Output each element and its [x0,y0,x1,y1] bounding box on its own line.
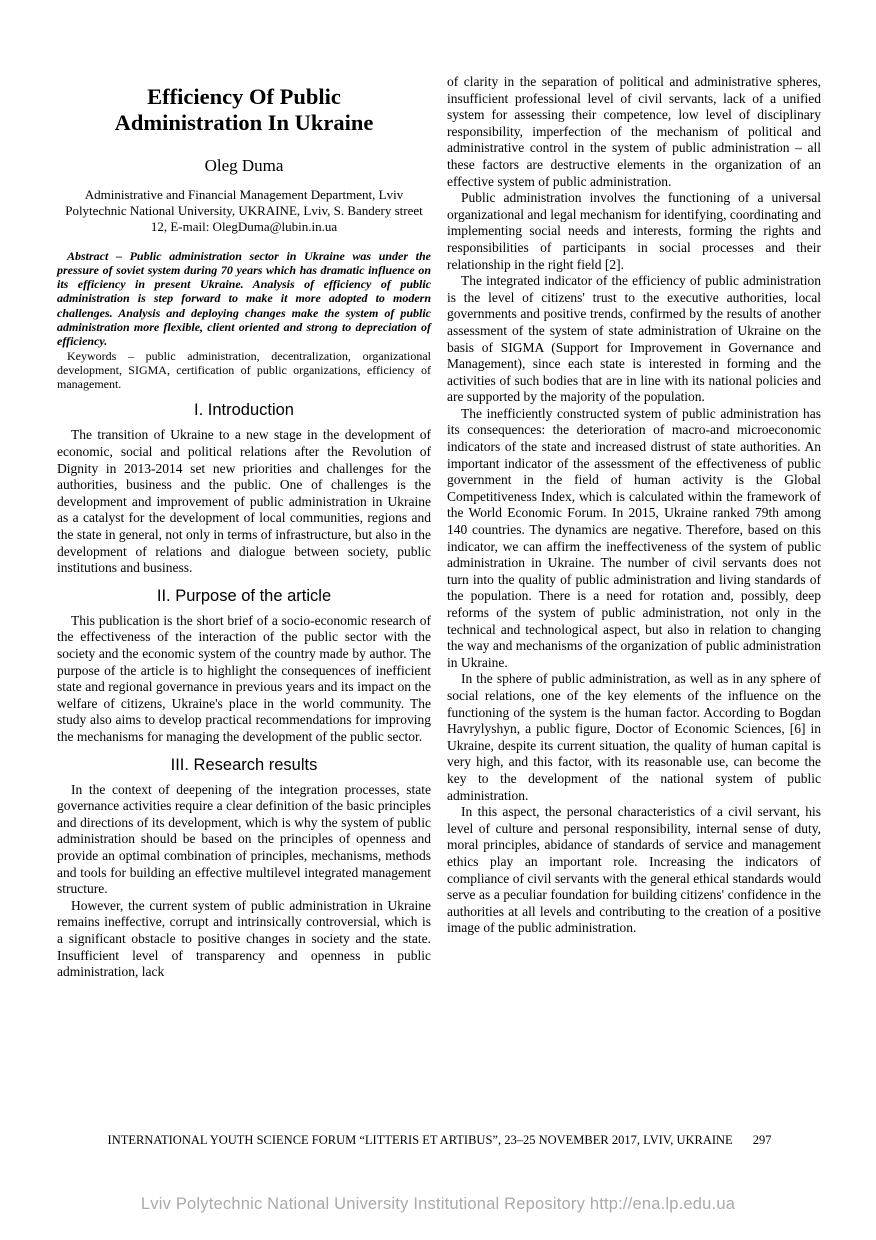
author-name: Oleg Duma [204,156,284,176]
keywords-paragraph: Keywords – public administration, decentralization, organizational development, SIGMA, certification of public organizations, efficiency of management. [57,348,431,392]
conference-title: INTERNATIONAL YOUTH SCIENCE FORUM “LITTERIS ET ARTIBUS”, 23–25 NOVEMBER 2017, LVIV, UKRAINE [107,1133,733,1147]
introduction-paragraph: The transition of Ukraine to a new stage in the development of economic, social and political relations after the Revolution of Dignity in 2013-2014 set new priorities and challenges for the authorities, business and the public. One of challenges is the development and improvement of public administration in Ukraine as a catalyst for the development of local communities, regions and the state in general, not only in terms of infrastructure, but also in the development of relations and dialogue between society, public institutions and business. [57,427,431,576]
repository-watermark: Lviv Polytechnic National University Institutional Repository http://ena.lp.edu.ua [140,1195,736,1213]
page-number: 297 [752,1133,772,1147]
body-paragraph: The inefficiently constructed system of public administration has its consequences: the deterioration of macro-and microeconomic indicators of the state and increased distrust of state authorities. An important indicator of the assessment of the effectiveness of public government in the field of human activity is the Global Competitiveness Index, which is calculated within the framework of the World Economic Forum. In 2015, Ukraine ranked 79th among 140 countries. The dynamics are negative. Therefore, based on this indicator, we can affirm the ineffectiveness of the system of public administration in Ukraine. The number of civil servants does not turn into the quality of public administration and living standards of the population. There is a need for rotation and, possibly, deep reforms of the system of public administration, not only in the technical and technological aspect, but also in relation to changing the way and mechanisms of the organization of public administration in Ukraine. [447,405,821,670]
continuation-paragraph: of clarity in the separation of political and administrative spheres, insufficient professional level of civil servants, lack of a unified system for assessing their competence, low level of disciplinary responsibility, imperfection of the mechanism of political and administrative control in the system of public administration – all these factors are destructive elements in the organization of an effective system of public administration. [447,74,821,189]
section-heading-introduction: I. Introduction [194,401,294,420]
research-paragraph-2: However, the current system of public administration in Ukraine remains ineffective, corrupt and intrinsically controversial, which is a significant obstacle to positive changes in society and the state. Insufficient level of transparency and openness in public administration, lack [57,897,431,980]
body-paragraph: Public administration involves the functioning of a universal organizational and legal mechanism for identifying, coordinating and implementing social needs and interests, forming the rights and responsibilities of participants in social processes and their relationship in the right field [2]. [447,190,821,272]
left-column [57,74,431,981]
paper-title: Efficiency Of Public Administration In Ukraine [114,84,374,136]
body-paragraph: The integrated indicator of the efficiency of public administration is the level of citizens' trust to the executive authorities, local governments and positive trends, confirmed by the results of another assessment of the system of state administration of Ukraine on the basis of SIGMA (Support for Improvement in Governance and Management), since each state is interested in forming and the activities of such bodies that are in line with its national policies and are supported by the majority of the population. [447,273,821,405]
purpose-paragraph: This publication is the short brief of a socio-economic research of the effectiveness of the interaction of the public sector with the society and the economic system of the country made by author. The purpose of the article is to highlight the consequences of inefficient state and regional governance in previous years and its impact on the welfare of citizens, Ukraine's place in the world community. The study also aims to develop practical recommendations for improving the mechanisms for managing the development of the public sector. [57,612,431,744]
abstract-paragraph: Abstract – Public administration sector in Ukraine was under the pressure of soviet system during 70 years which has dramatic influence on its efficiency in present Ukraine. Analysis of efficiency of public administration is step forward to make it more adopted to modern challenges. Analysis and deploying changes make the system of public administration more flexible, client oriented and strong to depreciation of efficiency. [57,248,431,349]
paper-body [57,74,822,981]
body-paragraph: In this aspect, the personal characteristics of a civil servant, his level of culture and personal responsibility, internal sense of duty, moral principles, abidance of standards of service and management ethics play an important role. Increasing the indicators of compliance of civil servants with the general ethical standards would serve as a peculiar foundation for building citizens' confidence in the authorities at all levels and contributing to the creation of a positive image of the public administration. [447,804,821,936]
research-paragraph-1: In the context of deepening of the integration processes, state governance activities require a clear definition of the basic principles and directions of its development, which is why the system of public administration should be based on the principles of openness and provide an optimal combination of principles, mechanisms, methods and tools for building an effective multilevel integrated management structure. [57,781,431,897]
right-column [447,74,821,981]
section-heading-purpose: II. Purpose of the article [156,586,332,605]
section-heading-research-results: III. Research results [170,755,318,774]
author-affiliation: Administrative and Financial Management Department, Lviv Polytechnic National University, UKRAINE, Lviv, S. Bandery street 12, E-mail: OlegDuma@lubin.in.ua [65,187,423,235]
page-footer [57,1133,822,1148]
body-paragraph: In the sphere of public administration, as well as in any sphere of social relations, one of the key elements of the influence on the functioning of the system is the human factor. According to Bogdan Havrylyshyn, a public figure, Doctor of Economic Sciences, [6] in Ukraine, despite its current situation, the quality of human capital is very high, and this factor, with its reasonable use, can become the key to the development of the national system of public administration. [447,671,821,803]
